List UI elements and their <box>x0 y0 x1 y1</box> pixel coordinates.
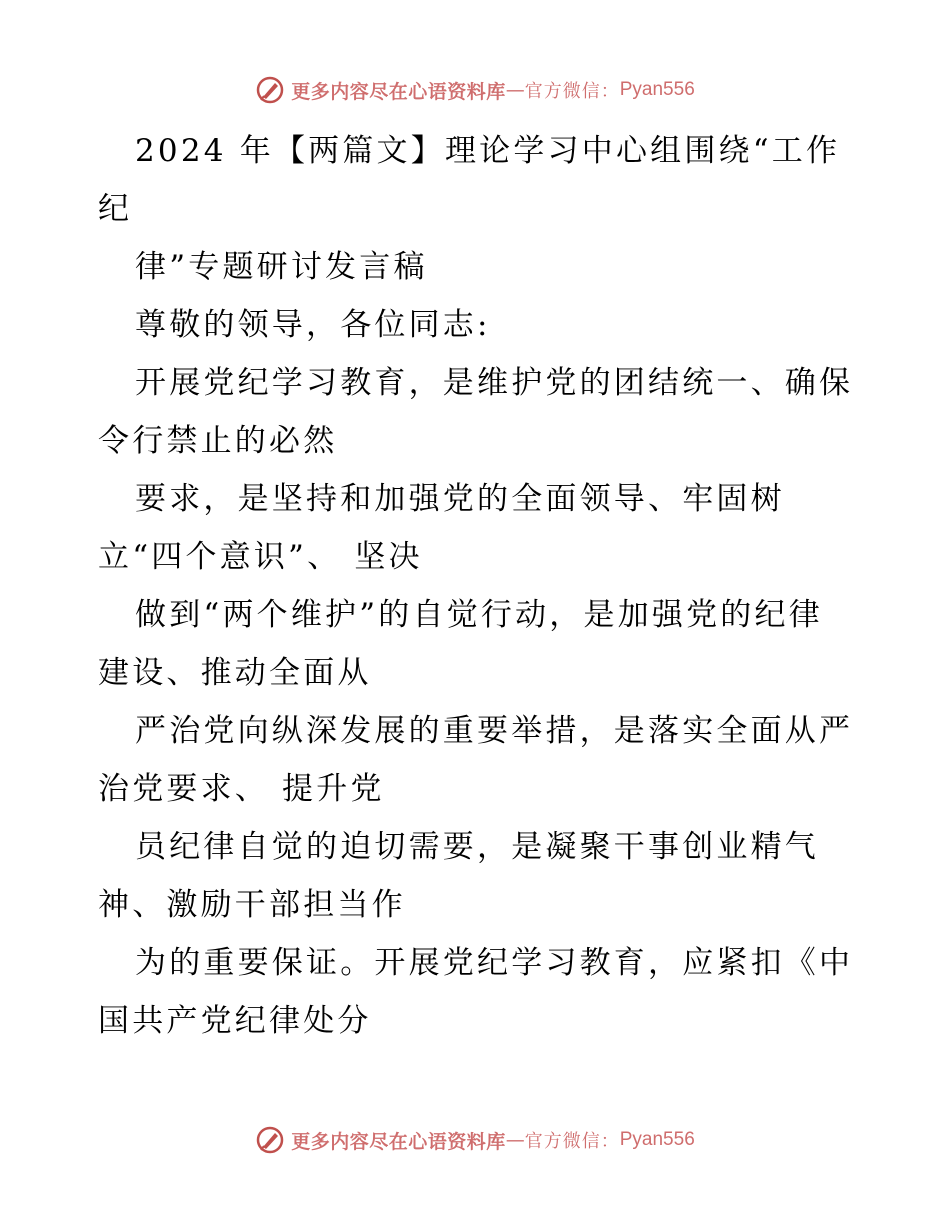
document-line: 尊敬的领导，各位同志: <box>135 307 491 343</box>
document-line: 建设、推动全面从 <box>98 655 372 691</box>
watermark-id-text: Pyan556 <box>619 79 695 100</box>
document-line: 律”专题研讨发言稿 <box>135 249 428 285</box>
watermark-banner-bottom <box>0 1120 950 1160</box>
document-line: 国共产党纪律处分 <box>98 1003 372 1039</box>
document-line: 神、激励干部担当作 <box>98 887 406 923</box>
document-body <box>98 122 858 1050</box>
document-line: 令行禁止的必然 <box>98 423 338 459</box>
feather-pen-seal-icon <box>255 1125 285 1155</box>
watermark-main-text: 更多内容尽在心语资料库 <box>291 80 506 103</box>
watermark-dash: — <box>505 79 525 101</box>
document-line: 开展党纪学习教育，是维护党的团结统一、确保 <box>135 365 854 401</box>
document-line: 2024 年【两篇文】理论学习中心组围绕“工作 <box>135 133 841 169</box>
document-line: 要求，是坚持和加强党的全面领导、牢固树 <box>135 481 785 517</box>
document-line: 治党要求、 提升党 <box>98 771 385 807</box>
document-line: 员纪律自觉的迫切需要，是凝聚干事创业精气 <box>135 829 819 865</box>
feather-pen-seal-icon <box>255 75 285 105</box>
watermark-sub-text: 官方微信： <box>524 1131 620 1152</box>
watermark-id-text: Pyan556 <box>619 1129 695 1150</box>
document-line: 做到“两个维护”的自觉行动，是加强党的纪律 <box>135 597 823 633</box>
watermark-sub-text: 官方微信： <box>524 81 620 102</box>
document-line: 为的重要保证。开展党纪学习教育，应紧扣《中 <box>135 945 854 981</box>
watermark-dash: — <box>505 1129 525 1151</box>
watermark-main-text: 更多内容尽在心语资料库 <box>291 1130 506 1153</box>
document-line: 立“四个意识”、 坚决 <box>98 539 423 575</box>
watermark-banner-top <box>0 70 950 110</box>
document-line: 严治党向纵深发展的重要举措，是落实全面从严 <box>135 713 854 749</box>
document-line: 纪 <box>98 191 133 227</box>
